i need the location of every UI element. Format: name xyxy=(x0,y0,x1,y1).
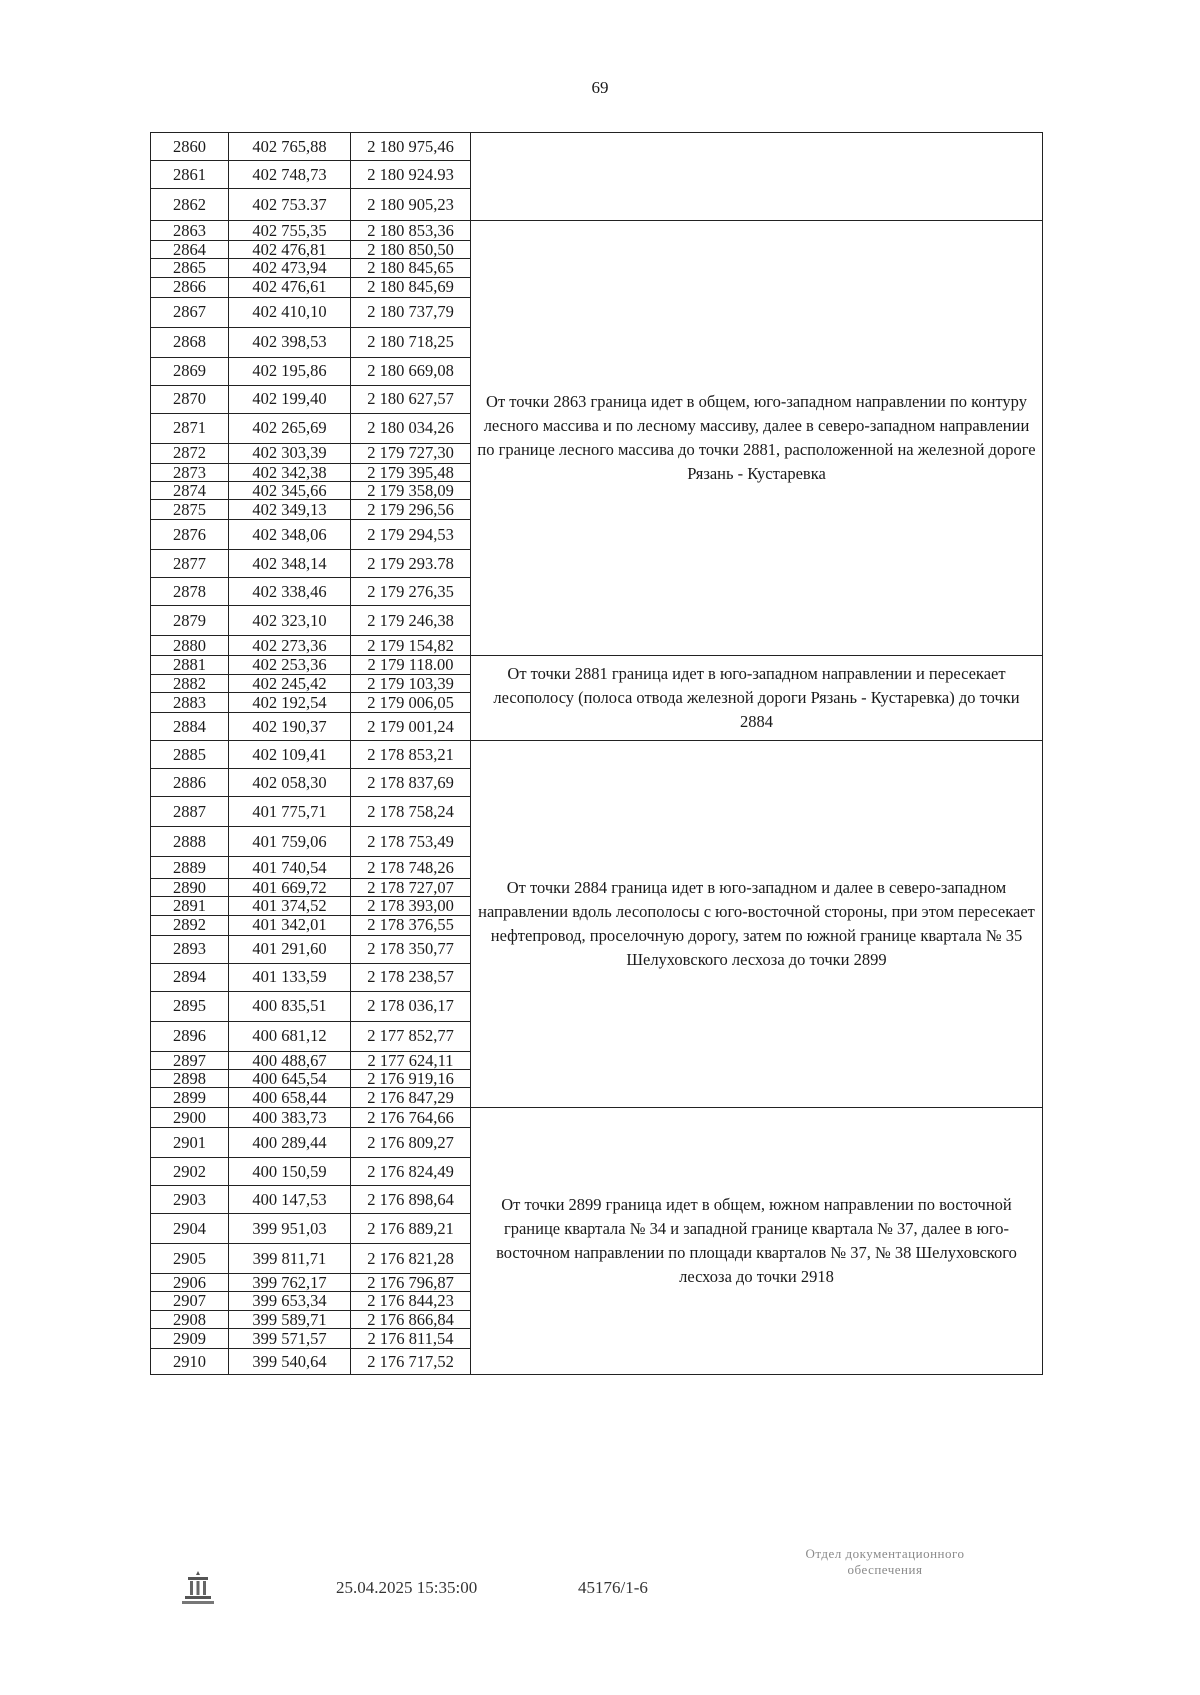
y-coordinate-cell: 2 177 852,77 xyxy=(351,1021,471,1051)
point-number-cell: 2864 xyxy=(151,241,229,259)
y-coordinate-cell: 2 180 737,79 xyxy=(351,297,471,327)
point-number-cell: 2875 xyxy=(151,500,229,520)
x-coordinate-cell: 402 342,38 xyxy=(229,463,351,481)
point-number-cell: 2892 xyxy=(151,915,229,935)
x-coordinate-cell: 402 273,36 xyxy=(229,636,351,656)
point-number-cell: 2878 xyxy=(151,578,229,606)
y-coordinate-cell: 2 180 924.93 xyxy=(351,161,471,189)
x-coordinate-cell: 399 653,34 xyxy=(229,1292,351,1310)
point-number-cell: 2904 xyxy=(151,1214,229,1244)
x-coordinate-cell: 402 323,10 xyxy=(229,606,351,636)
x-coordinate-cell: 402 199,40 xyxy=(229,385,351,413)
x-coordinate-cell: 402 473,94 xyxy=(229,259,351,277)
point-number-cell: 2860 xyxy=(151,133,229,161)
y-coordinate-cell: 2 179 001,24 xyxy=(351,712,471,740)
table-row xyxy=(151,656,1043,674)
point-number-cell: 2867 xyxy=(151,297,229,327)
point-number-cell: 2895 xyxy=(151,991,229,1021)
point-number-cell: 2882 xyxy=(151,674,229,692)
y-coordinate-cell: 2 179 006,05 xyxy=(351,692,471,712)
y-coordinate-cell: 2 176 847,29 xyxy=(351,1088,471,1108)
x-coordinate-cell: 401 669,72 xyxy=(229,878,351,896)
point-number-cell: 2869 xyxy=(151,357,229,385)
boundary-description-cell xyxy=(471,133,1043,221)
y-coordinate-cell: 2 176 717,52 xyxy=(351,1349,471,1375)
x-coordinate-cell: 402 398,53 xyxy=(229,327,351,357)
table-row xyxy=(151,221,1043,241)
emblem-icon xyxy=(176,1568,220,1608)
point-number-cell: 2891 xyxy=(151,897,229,915)
point-number-cell: 2881 xyxy=(151,656,229,674)
y-coordinate-cell: 2 178 837,69 xyxy=(351,768,471,796)
stamp-line-2: обеспечения xyxy=(847,1562,923,1578)
point-number-cell: 2893 xyxy=(151,935,229,963)
point-number-cell: 2902 xyxy=(151,1158,229,1186)
y-coordinate-cell: 2 176 764,66 xyxy=(351,1108,471,1128)
x-coordinate-cell: 400 835,51 xyxy=(229,991,351,1021)
point-number-cell: 2898 xyxy=(151,1069,229,1087)
point-number-cell: 2901 xyxy=(151,1128,229,1158)
y-coordinate-cell: 2 180 845,65 xyxy=(351,259,471,277)
y-coordinate-cell: 2 179 276,35 xyxy=(351,578,471,606)
footer-datetime: 25.04.2025 15:35:00 xyxy=(336,1578,478,1597)
y-coordinate-cell: 2 177 624,11 xyxy=(351,1051,471,1069)
y-coordinate-cell: 2 178 376,55 xyxy=(351,915,471,935)
x-coordinate-cell: 401 374,52 xyxy=(229,897,351,915)
y-coordinate-cell: 2 180 850,50 xyxy=(351,241,471,259)
boundary-description-cell: От точки 2899 граница идет в общем, южном направлении по восточной границе квартала № 34 и западной границе квартала № 37, далее в юго-восточном направлении по площади кварталов № 37, № 38 Шелуховского лесхоза до точки 2918 xyxy=(471,1108,1043,1375)
point-number-cell: 2862 xyxy=(151,189,229,221)
point-number-cell: 2907 xyxy=(151,1292,229,1310)
x-coordinate-cell: 402 192,54 xyxy=(229,692,351,712)
point-number-cell: 2885 xyxy=(151,740,229,768)
coordinates-table xyxy=(150,132,1043,1375)
x-coordinate-cell: 402 345,66 xyxy=(229,481,351,499)
boundary-description-cell: От точки 2863 граница идет в общем, юго-западном направлении по контуру лесного массива и по лесному массиву, далее в северо-западном направлении по границе лесного массива до точки 2881, расположенной на железной дороге Рязань - Кустаревка xyxy=(471,221,1043,656)
y-coordinate-cell: 2 176 919,16 xyxy=(351,1069,471,1087)
x-coordinate-cell: 401 342,01 xyxy=(229,915,351,935)
x-coordinate-cell: 399 589,71 xyxy=(229,1310,351,1328)
x-coordinate-cell: 402 410,10 xyxy=(229,297,351,327)
y-coordinate-cell: 2 176 898,64 xyxy=(351,1186,471,1214)
x-coordinate-cell: 400 488,67 xyxy=(229,1051,351,1069)
y-coordinate-cell: 2 179 293.78 xyxy=(351,550,471,578)
y-coordinate-cell: 2 179 358,09 xyxy=(351,481,471,499)
point-number-cell: 2879 xyxy=(151,606,229,636)
y-coordinate-cell: 2 178 393,00 xyxy=(351,897,471,915)
point-number-cell: 2887 xyxy=(151,796,229,826)
y-coordinate-cell: 2 180 034,26 xyxy=(351,413,471,443)
point-number-cell: 2890 xyxy=(151,878,229,896)
point-number-cell: 2903 xyxy=(151,1186,229,1214)
point-number-cell: 2870 xyxy=(151,385,229,413)
point-number-cell: 2874 xyxy=(151,481,229,499)
x-coordinate-cell: 400 150,59 xyxy=(229,1158,351,1186)
x-coordinate-cell: 401 759,06 xyxy=(229,826,351,856)
x-coordinate-cell: 402 190,37 xyxy=(229,712,351,740)
boundary-description-cell: От точки 2881 граница идет в юго-западном направлении и пересекает лесополосу (полоса отвода железной дороги Рязань - Кустаревка) до точки 2884 xyxy=(471,656,1043,741)
x-coordinate-cell: 402 753.37 xyxy=(229,189,351,221)
point-number-cell: 2906 xyxy=(151,1274,229,1292)
x-coordinate-cell: 400 289,44 xyxy=(229,1128,351,1158)
y-coordinate-cell: 2 179 294,53 xyxy=(351,520,471,550)
point-number-cell: 2886 xyxy=(151,768,229,796)
point-number-cell: 2880 xyxy=(151,636,229,656)
x-coordinate-cell: 401 740,54 xyxy=(229,856,351,878)
x-coordinate-cell: 402 765,88 xyxy=(229,133,351,161)
point-number-cell: 2873 xyxy=(151,463,229,481)
y-coordinate-cell: 2 178 748,26 xyxy=(351,856,471,878)
y-coordinate-cell: 2 179 246,38 xyxy=(351,606,471,636)
x-coordinate-cell: 402 058,30 xyxy=(229,768,351,796)
y-coordinate-cell: 2 180 627,57 xyxy=(351,385,471,413)
y-coordinate-cell: 2 180 669,08 xyxy=(351,357,471,385)
y-coordinate-cell: 2 178 753,49 xyxy=(351,826,471,856)
point-number-cell: 2866 xyxy=(151,277,229,297)
x-coordinate-cell: 402 253,36 xyxy=(229,656,351,674)
x-coordinate-cell: 399 762,17 xyxy=(229,1274,351,1292)
point-number-cell: 2861 xyxy=(151,161,229,189)
point-number-cell: 2876 xyxy=(151,520,229,550)
y-coordinate-cell: 2 180 975,46 xyxy=(351,133,471,161)
y-coordinate-cell: 2 179 103,39 xyxy=(351,674,471,692)
y-coordinate-cell: 2 176 811,54 xyxy=(351,1329,471,1349)
y-coordinate-cell: 2 178 758,24 xyxy=(351,796,471,826)
x-coordinate-cell: 402 265,69 xyxy=(229,413,351,443)
x-coordinate-cell: 399 540,64 xyxy=(229,1349,351,1375)
stamp-line-1: Отдел документационного xyxy=(805,1546,965,1561)
x-coordinate-cell: 400 147,53 xyxy=(229,1186,351,1214)
y-coordinate-cell: 2 176 796,87 xyxy=(351,1274,471,1292)
x-coordinate-cell: 400 658,44 xyxy=(229,1088,351,1108)
y-coordinate-cell: 2 178 238,57 xyxy=(351,963,471,991)
point-number-cell: 2905 xyxy=(151,1244,229,1274)
point-number-cell: 2865 xyxy=(151,259,229,277)
table-row xyxy=(151,1108,1043,1128)
point-number-cell: 2868 xyxy=(151,327,229,357)
y-coordinate-cell: 2 180 905,23 xyxy=(351,189,471,221)
x-coordinate-cell: 402 338,46 xyxy=(229,578,351,606)
y-coordinate-cell: 2 176 824,49 xyxy=(351,1158,471,1186)
x-coordinate-cell: 402 748,73 xyxy=(229,161,351,189)
point-number-cell: 2884 xyxy=(151,712,229,740)
x-coordinate-cell: 400 681,12 xyxy=(229,1021,351,1051)
point-number-cell: 2871 xyxy=(151,413,229,443)
point-number-cell: 2888 xyxy=(151,826,229,856)
table-row xyxy=(151,133,1043,161)
point-number-cell: 2899 xyxy=(151,1088,229,1108)
point-number-cell: 2883 xyxy=(151,692,229,712)
y-coordinate-cell: 2 176 866,84 xyxy=(351,1310,471,1328)
x-coordinate-cell: 402 755,35 xyxy=(229,221,351,241)
point-number-cell: 2900 xyxy=(151,1108,229,1128)
point-number-cell: 2909 xyxy=(151,1329,229,1349)
x-coordinate-cell: 402 476,61 xyxy=(229,277,351,297)
document-stamp xyxy=(720,1546,1050,1579)
x-coordinate-cell: 402 348,06 xyxy=(229,520,351,550)
y-coordinate-cell: 2 176 889,21 xyxy=(351,1214,471,1244)
y-coordinate-cell: 2 180 718,25 xyxy=(351,327,471,357)
point-number-cell: 2894 xyxy=(151,963,229,991)
y-coordinate-cell: 2 179 118.00 xyxy=(351,656,471,674)
coordinates-table-body xyxy=(151,133,1043,1375)
x-coordinate-cell: 400 645,54 xyxy=(229,1069,351,1087)
x-coordinate-cell: 399 951,03 xyxy=(229,1214,351,1244)
x-coordinate-cell: 402 109,41 xyxy=(229,740,351,768)
x-coordinate-cell: 402 476,81 xyxy=(229,241,351,259)
page-number: 69 xyxy=(591,78,609,97)
y-coordinate-cell: 2 176 821,28 xyxy=(351,1244,471,1274)
point-number-cell: 2910 xyxy=(151,1349,229,1375)
y-coordinate-cell: 2 178 036,17 xyxy=(351,991,471,1021)
point-number-cell: 2896 xyxy=(151,1021,229,1051)
y-coordinate-cell: 2 178 727,07 xyxy=(351,878,471,896)
y-coordinate-cell: 2 180 845,69 xyxy=(351,277,471,297)
y-coordinate-cell: 2 180 853,36 xyxy=(351,221,471,241)
x-coordinate-cell: 402 245,42 xyxy=(229,674,351,692)
x-coordinate-cell: 402 303,39 xyxy=(229,443,351,463)
x-coordinate-cell: 399 811,71 xyxy=(229,1244,351,1274)
x-coordinate-cell: 401 291,60 xyxy=(229,935,351,963)
point-number-cell: 2897 xyxy=(151,1051,229,1069)
point-number-cell: 2889 xyxy=(151,856,229,878)
y-coordinate-cell: 2 179 154,82 xyxy=(351,636,471,656)
boundary-description-cell: От точки 2884 граница идет в юго-западном и далее в северо-западном направлении вдоль лесополосы с юго-восточной стороны, при этом пересекает нефтепровод, проселочную дорогу, затем по южной границе квартала № 35 Шелуховского лесхоза до точки 2899 xyxy=(471,740,1043,1107)
footer-document-number: 45176/1-6 xyxy=(578,1578,648,1597)
x-coordinate-cell: 402 348,14 xyxy=(229,550,351,578)
y-coordinate-cell: 2 179 395,48 xyxy=(351,463,471,481)
x-coordinate-cell: 402 349,13 xyxy=(229,500,351,520)
x-coordinate-cell: 402 195,86 xyxy=(229,357,351,385)
point-number-cell: 2872 xyxy=(151,443,229,463)
y-coordinate-cell: 2 179 727,30 xyxy=(351,443,471,463)
point-number-cell: 2863 xyxy=(151,221,229,241)
y-coordinate-cell: 2 178 853,21 xyxy=(351,740,471,768)
y-coordinate-cell: 2 176 844,23 xyxy=(351,1292,471,1310)
x-coordinate-cell: 401 775,71 xyxy=(229,796,351,826)
y-coordinate-cell: 2 179 296,56 xyxy=(351,500,471,520)
y-coordinate-cell: 2 178 350,77 xyxy=(351,935,471,963)
x-coordinate-cell: 399 571,57 xyxy=(229,1329,351,1349)
x-coordinate-cell: 400 383,73 xyxy=(229,1108,351,1128)
point-number-cell: 2908 xyxy=(151,1310,229,1328)
x-coordinate-cell: 401 133,59 xyxy=(229,963,351,991)
point-number-cell: 2877 xyxy=(151,550,229,578)
y-coordinate-cell: 2 176 809,27 xyxy=(351,1128,471,1158)
table-row xyxy=(151,740,1043,768)
